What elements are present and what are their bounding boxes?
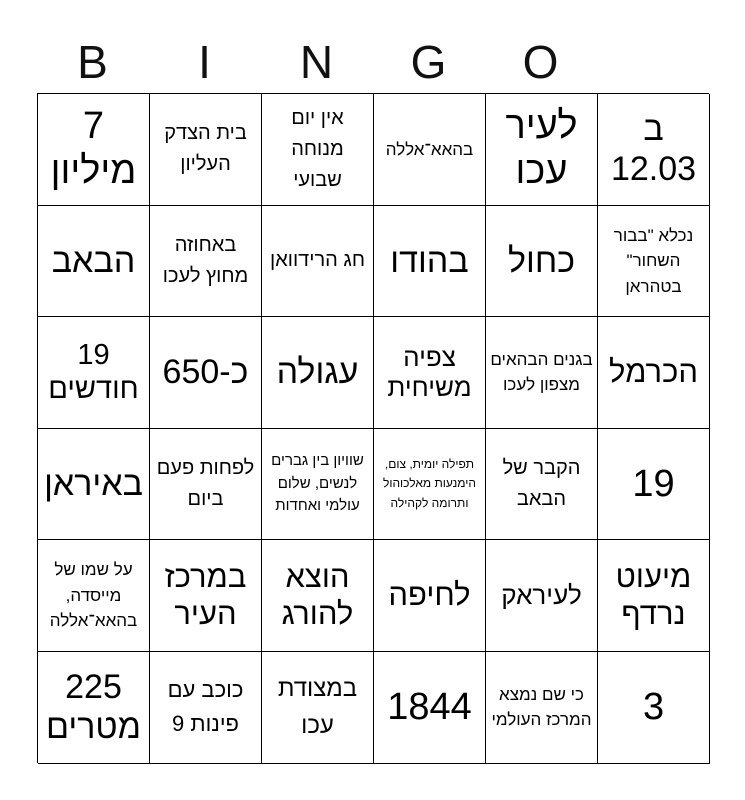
bingo-cell[interactable]: כחול — [486, 206, 598, 318]
bingo-cell[interactable]: בגנים הבהאים מצפון לעכו — [486, 317, 598, 429]
bingo-cell[interactable]: חג הרידוואן — [262, 206, 374, 318]
bingo-cell[interactable]: באיראן — [38, 429, 150, 541]
header-letter-g: G — [410, 36, 448, 88]
bingo-cell[interactable]: בהאא־אללה — [374, 94, 486, 206]
bingo-cell[interactable]: במצודת עכו — [262, 652, 374, 764]
bingo-cell[interactable]: 3 — [598, 652, 710, 764]
bingo-cell[interactable]: ב 12.03 — [598, 94, 710, 206]
bingo-cell[interactable]: בהודו — [374, 206, 486, 318]
bingo-cell[interactable]: לחיפה — [374, 540, 486, 652]
bingo-cell[interactable]: הוצא להורג — [262, 540, 374, 652]
header-letter-b: B — [77, 36, 109, 88]
bingo-cell[interactable]: על שמו של מייסדה, בהאא־אללה — [38, 540, 150, 652]
bingo-grid — [37, 93, 709, 763]
bingo-cell[interactable]: 7 מיליון — [38, 94, 150, 206]
bingo-cell[interactable]: הבאב — [38, 206, 150, 318]
bingo-cell[interactable]: במרכז העיר — [150, 540, 262, 652]
header-letter-i: I — [198, 36, 212, 88]
bingo-cell[interactable]: נכלא "בבור השחור" בטהראן — [598, 206, 710, 318]
bingo-cell[interactable]: אין יום מנוחה שבועי — [262, 94, 374, 206]
bingo-cell[interactable]: הקבר של הבאב — [486, 429, 598, 541]
bingo-cell[interactable]: עגולה — [262, 317, 374, 429]
bingo-cell[interactable]: באחוזה מחוץ לעכו — [150, 206, 262, 318]
bingo-cell[interactable]: שוויון בין גברים לנשים, שלום עולמי ואחדות — [262, 429, 374, 541]
bingo-cell[interactable]: 19 — [598, 429, 710, 541]
bingo-cell[interactable]: הכרמל — [598, 317, 710, 429]
bingo-cell[interactable]: מיעוט נרדף — [598, 540, 710, 652]
bingo-header — [37, 30, 709, 94]
header-spacer — [597, 30, 709, 94]
bingo-cell[interactable]: לעיראק — [486, 540, 598, 652]
bingo-cell[interactable]: 19 חודשים — [38, 317, 150, 429]
bingo-cell[interactable]: 225 מטרים — [38, 652, 150, 764]
bingo-cell[interactable]: תפילה יומית, צום, הימנעות מאלכוהול ותרומה לקהילה — [374, 429, 486, 541]
header-letter-n: N — [299, 36, 335, 88]
bingo-cell[interactable]: כי שם נמצא המרכז העולמי — [486, 652, 598, 764]
bingo-cell[interactable]: לעיר עכו — [486, 94, 598, 206]
bingo-cell[interactable]: 1844 — [374, 652, 486, 764]
bingo-cell[interactable]: לפחות פעם ביום — [150, 429, 262, 541]
bingo-cell[interactable]: כ-650 — [150, 317, 262, 429]
bingo-cell[interactable]: בית הצדק העליון — [150, 94, 262, 206]
bingo-cell[interactable]: כוכב עם פינות 9 — [150, 652, 262, 764]
header-letter-o: O — [522, 36, 560, 88]
bingo-cell[interactable]: צפיה משיחית — [374, 317, 486, 429]
